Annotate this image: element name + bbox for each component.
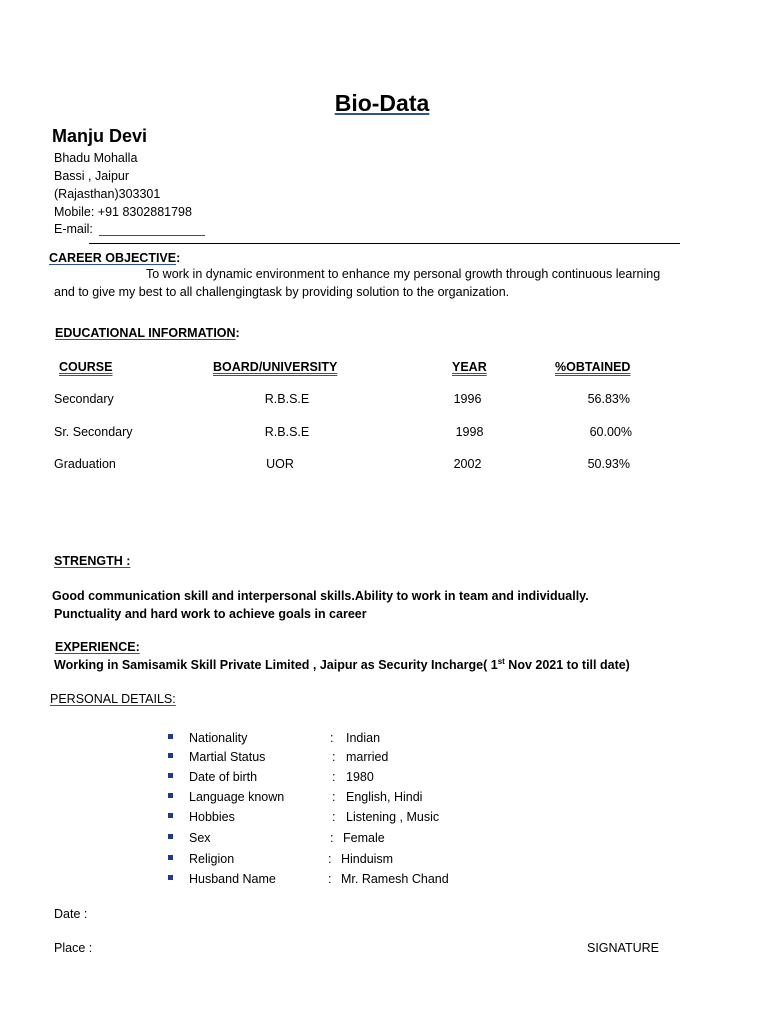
address-line-3: (Rajasthan)303301	[54, 187, 161, 201]
personal-details-heading	[50, 692, 176, 706]
strength-line-2: Punctuality and hard work to achieve goals in career	[54, 607, 367, 621]
career-objective-colon: :	[176, 251, 181, 265]
detail-colon: :	[332, 750, 336, 764]
list-item	[168, 831, 588, 849]
column-header-year-text: YEAR	[452, 360, 487, 374]
column-header-obtained-text: %OBTAINED	[555, 360, 631, 374]
education-heading-text: EDUCATIONAL INFORMATION	[55, 326, 236, 340]
signature-label: SIGNATURE	[587, 941, 659, 955]
header-divider	[89, 243, 680, 244]
detail-value: English, Hindi	[346, 790, 423, 804]
detail-value: Hinduism	[341, 852, 394, 866]
mobile-number: Mobile: +91 8302881798	[54, 205, 192, 219]
page-title: Bio-Data	[334, 90, 430, 116]
list-item	[168, 872, 588, 890]
date-label: Date :	[54, 907, 88, 921]
year-cell: 1996	[453, 392, 482, 406]
address-line-2: Bassi , Jaipur	[54, 169, 130, 183]
bullet-square-icon	[168, 753, 173, 758]
column-header-obtained	[555, 360, 630, 374]
course-cell: Graduation	[54, 457, 116, 471]
personal-details-heading-text: PERSONAL DETAILS:	[50, 692, 176, 706]
detail-label: Sex	[189, 831, 211, 845]
board-cell: UOR	[266, 457, 294, 471]
detail-value: Indian	[346, 731, 381, 745]
detail-label: Language known	[189, 790, 285, 804]
board-cell: R.B.S.E	[264, 392, 310, 406]
career-objective-heading	[49, 251, 180, 265]
detail-colon: :	[328, 872, 332, 886]
course-cell: Sr. Secondary	[54, 425, 133, 439]
email-label: E-mail:	[54, 222, 93, 236]
list-item	[168, 852, 588, 870]
experience-heading-text: EXPERIENCE:	[55, 640, 140, 654]
detail-colon: :	[332, 770, 336, 784]
bullet-square-icon	[168, 813, 173, 818]
experience-text-after: Nov 2021 to till date)	[504, 658, 630, 673]
column-header-course-text: COURSE	[59, 360, 113, 374]
experience-heading	[55, 640, 140, 654]
address-line-1: Bhadu Mohalla	[54, 151, 138, 165]
list-item	[168, 790, 588, 808]
year-cell: 2002	[453, 457, 482, 471]
career-objective-line-2: and to give my best to all challengingtask by providing solution to the organization.	[54, 285, 510, 299]
bullet-square-icon	[168, 793, 173, 798]
education-heading-colon: :	[235, 326, 240, 340]
list-item	[168, 731, 588, 749]
year-cell: 1998	[455, 425, 484, 439]
column-header-course	[59, 360, 112, 374]
place-label: Place :	[54, 941, 93, 955]
strength-heading	[54, 554, 130, 568]
detail-colon: :	[330, 831, 334, 845]
detail-label: Religion	[189, 852, 235, 866]
detail-value: Female	[343, 831, 385, 845]
list-item	[168, 750, 588, 768]
course-cell: Secondary	[54, 392, 114, 406]
email-blank-line	[99, 235, 205, 236]
career-objective-line-1: To work in dynamic environment to enhance my personal growth through continuous learning	[146, 267, 661, 281]
column-header-board-text: BOARD/UNIVERSITY	[213, 360, 338, 374]
experience-line	[54, 657, 630, 672]
column-header-year	[452, 360, 487, 374]
list-item	[168, 810, 588, 828]
detail-value: Mr. Ramesh Chand	[341, 872, 449, 886]
detail-label: Husband Name	[189, 872, 276, 886]
bullet-square-icon	[168, 875, 173, 880]
column-header-board	[213, 360, 337, 374]
detail-value: 1980	[346, 770, 374, 784]
list-item	[168, 770, 588, 788]
strength-heading-text: STRENGTH :	[54, 554, 131, 568]
detail-colon: :	[332, 810, 336, 824]
percentage-cell: 50.93%	[587, 457, 630, 471]
percentage-cell: 56.83%	[587, 392, 630, 406]
detail-colon: :	[330, 731, 334, 745]
detail-value: married	[346, 750, 389, 764]
bullet-square-icon	[168, 834, 173, 839]
career-objective-heading-text: CAREER OBJECTIVE	[49, 251, 177, 265]
applicant-name: Manju Devi	[52, 126, 148, 146]
experience-superscript: st	[497, 657, 505, 666]
detail-label: Nationality	[189, 731, 248, 745]
percentage-cell: 60.00%	[589, 425, 632, 439]
bullet-square-icon	[168, 734, 173, 739]
detail-colon: :	[328, 852, 332, 866]
detail-label: Hobbies	[189, 810, 235, 824]
experience-text-before: Working in Samisamik Skill Private Limited , Jaipur as Security Incharge( 1	[54, 658, 498, 673]
board-cell: R.B.S.E	[264, 425, 310, 439]
detail-value: Listening , Music	[346, 810, 440, 824]
detail-label: Martial Status	[189, 750, 266, 764]
bullet-square-icon	[168, 855, 173, 860]
detail-colon: :	[332, 790, 336, 804]
strength-line-1: Good communication skill and interpersonal skills.Ability to work in team and individually.	[52, 589, 589, 603]
detail-label: Date of birth	[189, 770, 258, 784]
education-heading	[55, 326, 240, 340]
bullet-square-icon	[168, 773, 173, 778]
